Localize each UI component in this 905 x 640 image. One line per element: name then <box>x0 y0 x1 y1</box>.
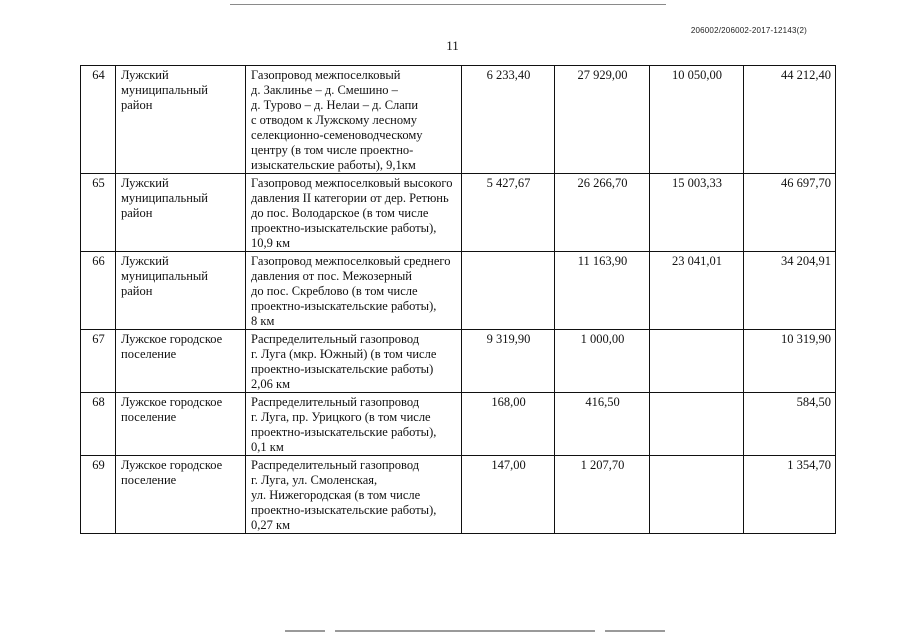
row-number-cell: 66 <box>81 252 116 330</box>
district-cell <box>116 330 246 393</box>
object-cell <box>246 252 462 330</box>
total-cell: 46 697,70 <box>744 174 836 252</box>
object-line: г. Луга, пр. Урицкого (в том числе <box>251 410 431 424</box>
scan-artifact-bottom <box>605 630 665 632</box>
value-1-cell: 168,00 <box>462 393 555 456</box>
district-line: поселение <box>121 473 177 487</box>
value-3-cell: 15 003,33 <box>650 174 744 252</box>
table-row <box>81 66 836 174</box>
value-1-cell: 6 233,40 <box>462 66 555 174</box>
row-number-cell: 69 <box>81 456 116 534</box>
object-cell <box>246 456 462 534</box>
object-line: 0,1 км <box>251 440 284 454</box>
object-line: селекционно-семеноводческому <box>251 128 423 142</box>
object-line: проектно-изыскательские работы), <box>251 503 437 517</box>
table-row <box>81 252 836 330</box>
object-line: 0,27 км <box>251 518 290 532</box>
value-3-cell <box>650 456 744 534</box>
value-1-cell: 9 319,90 <box>462 330 555 393</box>
object-line: проектно-изыскательские работы), <box>251 299 437 313</box>
district-cell <box>116 456 246 534</box>
value-1-cell: 5 427,67 <box>462 174 555 252</box>
object-line: давления II категории от дер. Ретюнь <box>251 191 449 205</box>
total-cell: 10 319,90 <box>744 330 836 393</box>
district-cell <box>116 393 246 456</box>
scan-artifact-bottom <box>335 630 595 632</box>
district-line: Лужское городское <box>121 395 223 409</box>
object-line: д. Заклинье – д. Смешино – <box>251 83 398 97</box>
object-cell <box>246 174 462 252</box>
total-cell: 584,50 <box>744 393 836 456</box>
object-line: 2,06 км <box>251 377 290 391</box>
value-2-cell: 26 266,70 <box>555 174 650 252</box>
object-line: давления от пос. Межозерный <box>251 269 412 283</box>
total-cell: 1 354,70 <box>744 456 836 534</box>
district-cell <box>116 252 246 330</box>
row-number-cell: 68 <box>81 393 116 456</box>
table-row <box>81 393 836 456</box>
district-line: Лужский <box>121 254 169 268</box>
value-1-cell <box>462 252 555 330</box>
value-2-cell: 11 163,90 <box>555 252 650 330</box>
object-line: до пос. Володарское (в том числе <box>251 206 429 220</box>
district-line: Лужский <box>121 176 169 190</box>
table-row <box>81 330 836 393</box>
object-line: Газопровод межпоселковый среднего <box>251 254 451 268</box>
district-line: муниципальный <box>121 83 208 97</box>
object-line: проектно-изыскательские работы), <box>251 425 437 439</box>
object-line: Газопровод межпоселковый <box>251 68 401 82</box>
district-line: Лужский <box>121 68 169 82</box>
object-line: Распределительный газопровод <box>251 332 420 346</box>
value-2-cell: 1 000,00 <box>555 330 650 393</box>
scan-artifact-bottom <box>285 630 325 632</box>
table-row <box>81 456 836 534</box>
row-number-cell: 65 <box>81 174 116 252</box>
district-line: район <box>121 284 153 298</box>
value-1-cell: 147,00 <box>462 456 555 534</box>
table-row <box>81 174 836 252</box>
object-line: Распределительный газопровод <box>251 395 420 409</box>
object-cell <box>246 66 462 174</box>
object-line: до пос. Скреблово (в том числе <box>251 284 418 298</box>
value-3-cell <box>650 393 744 456</box>
row-number-cell: 64 <box>81 66 116 174</box>
district-line: Лужское городское <box>121 458 223 472</box>
value-3-cell: 23 041,01 <box>650 252 744 330</box>
value-2-cell: 1 207,70 <box>555 456 650 534</box>
object-line: Газопровод межпоселковый высокого <box>251 176 453 190</box>
district-line: Лужское городское <box>121 332 223 346</box>
object-line: ул. Нижегородская (в том числе <box>251 488 421 502</box>
value-2-cell: 416,50 <box>555 393 650 456</box>
district-cell <box>116 66 246 174</box>
district-line: поселение <box>121 347 177 361</box>
object-line: г. Луга (мкр. Южный) (в том числе <box>251 347 437 361</box>
object-line: 8 км <box>251 314 275 328</box>
object-line: д. Турово – д. Нелаи – д. Слапи <box>251 98 419 112</box>
value-3-cell <box>650 330 744 393</box>
row-number-cell: 67 <box>81 330 116 393</box>
district-line: муниципальный <box>121 269 208 283</box>
scan-artifact-top <box>230 4 666 5</box>
object-line: проектно-изыскательские работы) <box>251 362 434 376</box>
object-cell <box>246 393 462 456</box>
total-cell: 44 212,40 <box>744 66 836 174</box>
object-line: центру (в том числе проектно- <box>251 143 414 157</box>
district-line: муниципальный <box>121 191 208 205</box>
object-line: с отводом к Лужскому лесному <box>251 113 417 127</box>
document-id: 206002/206002-2017-12143(2) <box>690 26 807 35</box>
district-cell <box>116 174 246 252</box>
value-2-cell: 27 929,00 <box>555 66 650 174</box>
object-line: Распределительный газопровод <box>251 458 420 472</box>
object-line: г. Луга, ул. Смоленская, <box>251 473 378 487</box>
object-cell <box>246 330 462 393</box>
district-line: район <box>121 98 153 112</box>
total-cell: 34 204,91 <box>744 252 836 330</box>
district-line: поселение <box>121 410 177 424</box>
page-number: 11 <box>446 38 459 53</box>
object-line: 10,9 км <box>251 236 290 250</box>
object-line: изыскательские работы), 9,1км <box>251 158 416 172</box>
gas-pipeline-table <box>80 65 836 534</box>
district-line: район <box>121 206 153 220</box>
value-3-cell: 10 050,00 <box>650 66 744 174</box>
object-line: проектно-изыскательские работы), <box>251 221 437 235</box>
